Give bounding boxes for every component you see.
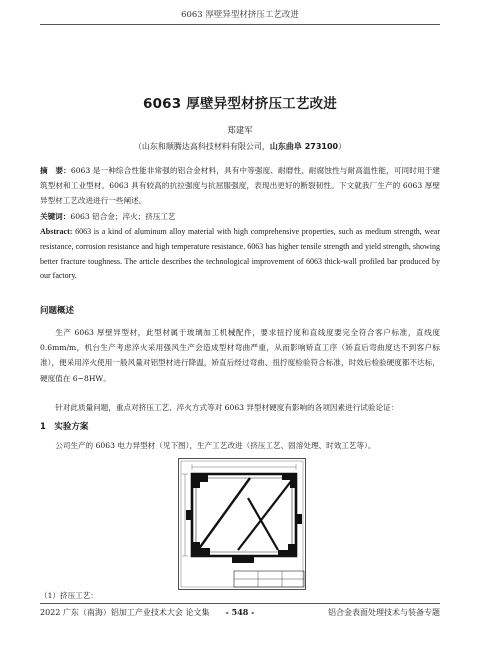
- footer-rule: [40, 603, 440, 604]
- header-rule: [40, 24, 440, 25]
- affiliation-prefix: （山东和顺腾达高科技材料有限公司，: [133, 142, 270, 151]
- affiliation: [0, 141, 480, 152]
- running-header: 6063 厚壁异型材挤压工艺改进: [181, 10, 299, 20]
- footer-page-number: - 548 -: [225, 607, 255, 617]
- footer-topic: 铝合金表面处理技术与装备专题: [328, 608, 440, 617]
- affiliation-suffix: ）: [338, 142, 347, 151]
- problem-paragraph-2: 针对此质量问题，重点对挤压工艺、淬火方式等对 6063 异型材硬度有影响的各项因素进行试验论证：: [55, 403, 399, 412]
- profile-cross-section-drawing: [178, 458, 306, 590]
- problem-paragraph-1: 生产 6063 厚壁异型材，此型材属于玻璃加工机械配件，要求扭拧度和直线度要完全符合客户标准，直线度 0.6mm/m，机台生产考虑淬火采用强风生产会造成型材弯曲严重，从而影响矫直工序（矫直后弯曲度达不到客户标准），便采用淬火使用一般风量对铝型材进行降温，矫直后经过弯曲、扭拧度检验符合标准，时效后检验硬度都不达标，硬度值在 6~8HW。: [40, 328, 440, 383]
- plan-paragraph-1: 公司生产的 6063 电力异型材（见下图），生产工艺改进（挤压工艺、固溶处理、时效工艺等）。: [55, 441, 376, 450]
- footer-conference: 2022 广东（南海）铝加工产业技术大会 论文集: [40, 608, 210, 617]
- affiliation-location: 山东曲阜 273100: [269, 142, 339, 151]
- abstract-en-label: Abstract:: [40, 227, 73, 236]
- section-heading-plan: 1 实验方案: [40, 422, 89, 432]
- keywords-label: 关键词：: [40, 212, 71, 221]
- section-heading-problem: 问题概述: [40, 306, 75, 316]
- abstract-en-text: 6063 is a kind of aluminum alloy material with high comprehensive properties, such as medium strength, wear resistance, corrosion resistance and high temperature resistance. 6063 has higher tensile strength and yield strength, showing better fracture toughness. The article describes the technological improvement of 6063 thick-wall profiled bar produced by our factory.: [40, 227, 440, 281]
- abstract-label: 摘 要：: [40, 166, 71, 175]
- abstract-en-block: [40, 225, 440, 284]
- keywords-text: 6063 铝合金；淬火；挤压工艺: [70, 212, 176, 221]
- keywords-block: [40, 209, 440, 224]
- plan-subsection-extrusion: （1）挤压工艺：: [40, 591, 98, 600]
- abstract-text: 6063 是一种综合性能非常强的铝合金材料，具有中等强度、耐磨性、耐腐蚀性与耐高温性能，可同时用于建筑型材和工业型材。6063 具有较高的抗拉强度与抗屈服强度，表现出更好的断裂韧性。下文就我厂生产的 6063 厚壁异型材工艺改进进行一些阐述。: [40, 166, 441, 206]
- author-name: 郑建军: [227, 126, 253, 136]
- article-title: 6063 厚壁异型材挤压工艺改进: [143, 96, 337, 112]
- abstract-block: [40, 163, 440, 209]
